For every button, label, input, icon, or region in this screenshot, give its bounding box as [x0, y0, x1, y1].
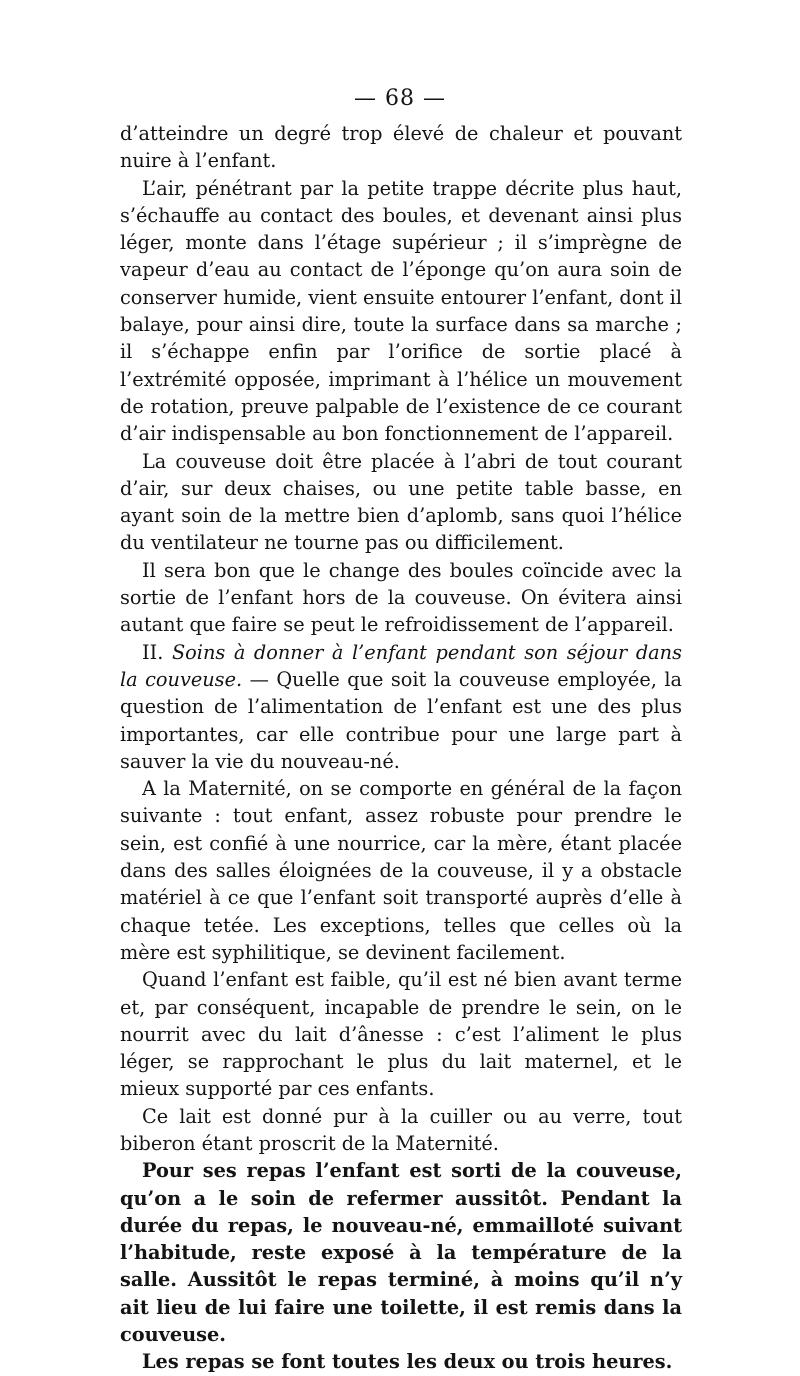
body-text [120, 120, 682, 1376]
paragraph-maternite: A la Maternité, on se comporte en général de la façon suivante : tout enfant, assez robuste pour prendre le sein, est confié à une nourrice, car la mère, étant placée dans des salles éloignées de la couveuse, il y a obstacle matériel à ce que l’enfant soit transporté auprès d’elle à chaque tetée. Les exceptions, telles que celles où la mère est syphilitique, se devinent facilement. [120, 777, 682, 964]
paragraph-section-ii [120, 639, 682, 775]
section-number: II. [142, 640, 164, 664]
paragraph-boules-change: Il sera bon que le change des boules coïncide avec la sortie de l’enfant hors de la couveuse. On évitera ainsi autant que faire se peut le refroidissement de l’appareil. [120, 558, 682, 637]
paragraph-continuation: d’atteindre un degré trop élevé de chaleur et pouvant nuire à l’enfant. [120, 122, 682, 173]
paragraph-repas: Pour ses repas l’enfant est sorti de la couveuse, qu’on a le soin de refermer aussitôt. Pendant la durée du repas, le nouveau-né, emmailloté suivant l’habitude, reste exposé à la température de la salle. Aussitôt le repas terminé, à moins qu’il n’y ait lieu de lui faire une toilette, il est remis dans la couveuse. [120, 1159, 682, 1347]
page-number: — 68 — [354, 86, 446, 111]
paragraph-lait: Ce lait est donné pur à la cuiller ou au verre, tout biberon étant proscrit de la Maternité. [120, 1104, 682, 1155]
paragraph-weak-infant: Quand l’enfant est faible, qu’il est né bien avant terme et, par conséquent, incapable de prendre le sein, on le nourrit avec du lait d’ânesse : c’est l’aliment le plus léger, se rapprochant le plus du lait maternel, et le mieux supporté par ces enfants. [120, 968, 682, 1101]
paragraph-air-circulation: L’air, pénétrant par la petite trappe décrite plus haut, s’échauffe au contact des boules, et devenant ainsi plus léger, monte dans l’étage supérieur ; il s’imprègne de vapeur d’eau au contact de l’éponge qu’on aura soin de conserver humide, vient ensuite entourer l’enfant, dont il balaye, pour ainsi dire, toute la surface dans sa marche ; il s’échappe enfin par l’orifice de sortie placé à l’extrémité opposée, imprimant à l’hélice un mouvement de rotation, preuve palpable de l’existence de ce courant d’air indispensable au bon fonctionnement de l’appareil. [120, 176, 682, 446]
paragraph-frequency: Les repas se font toutes les deux ou trois heures. [142, 1350, 673, 1374]
paragraph-placement: La couveuse doit être placée à l’abri de tout courant d’air, sur deux chaises, ou une petite table basse, en ayant soin de la mettre bien d’aplomb, sans quoi l’hélice du ventilateur ne tourne pas ou difficilement. [120, 449, 682, 555]
section-heading: Soins à donner à l’enfant pendant son séjour dans la couveuse. [120, 640, 682, 691]
section-text: — Quelle que soit la couveuse employée, la question de l’alimentation de l’enfant est une des plus importantes, car elle contribue pour une large part à sauver la vie du nouveau-né. [120, 667, 682, 773]
